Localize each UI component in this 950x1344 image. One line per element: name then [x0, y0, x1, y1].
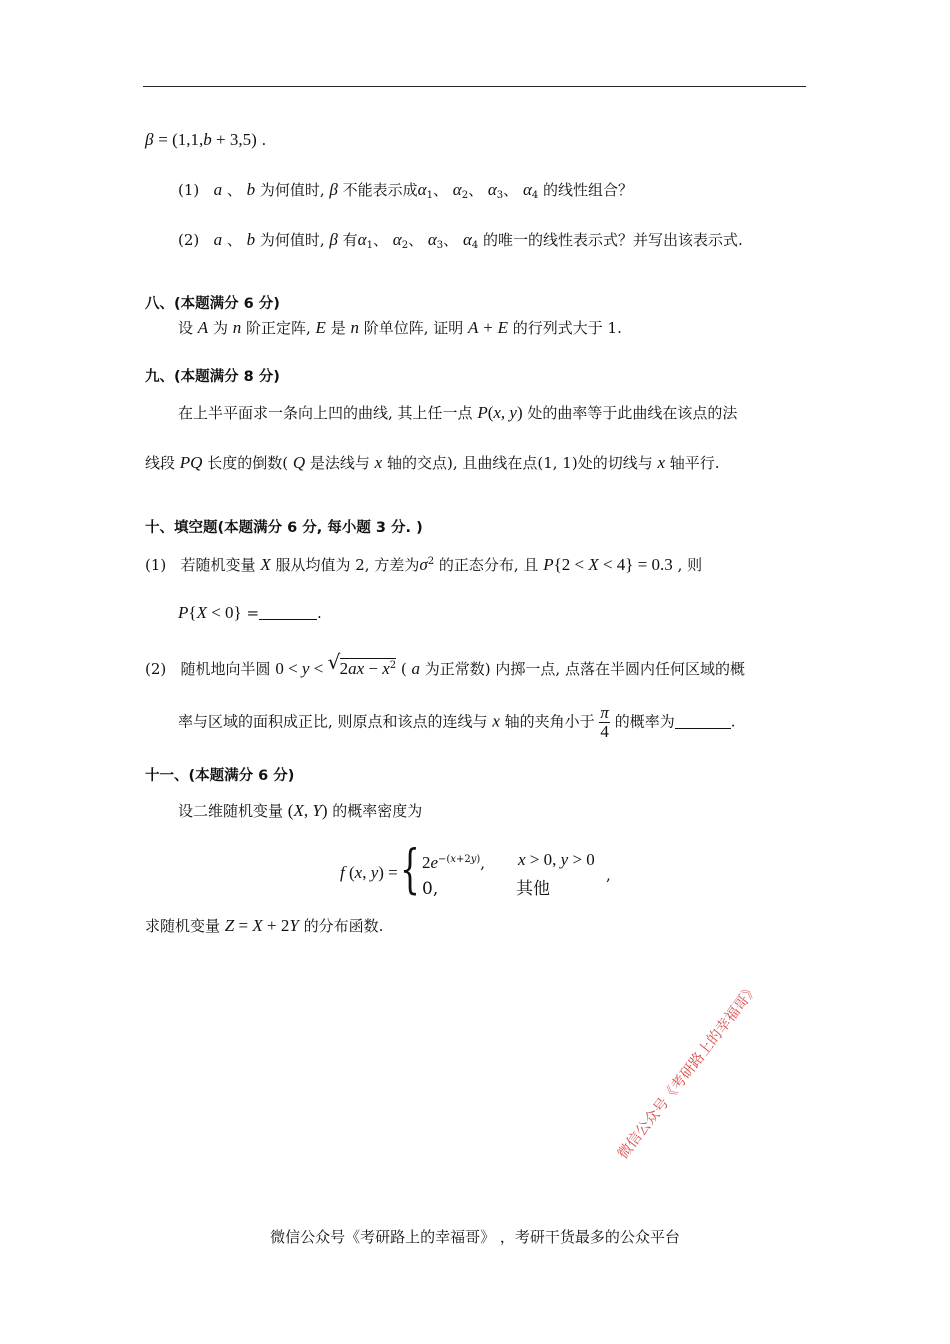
q10-part1: (1) 若随机变量 X 服从均值为 2, 方差为$\sigma^2$ 的正态分布, 且 P{2 < X < 4} = 0.3 , 则: [145, 555, 703, 574]
density-case1-cond: x > 0, y > 0: [518, 850, 595, 869]
density-trailing-comma: ,: [606, 866, 611, 884]
q8-heading: 八、(本题满分 6 分): [145, 296, 280, 312]
q11-ask: 求随机变量 Z = X + 2Y 的分布函数.: [145, 916, 384, 935]
answer-blank-1[interactable]: [259, 605, 317, 620]
q10-part2: (2) 随机地向半圆 0 < y < √ $2ax - x^2$ ( a 为正常数) 内掷一点, 点落在半圆内任何区域的概: [145, 650, 745, 678]
beta-definition: β = (1,1,b + 3,5) .: [145, 130, 267, 149]
piecewise-brace: {: [400, 840, 420, 900]
watermark-stamp: 微信公众号《考研路上的幸福哥》: [615, 981, 762, 1163]
pi-over-4-fraction: $\frac{\pi}{4}$: [600, 703, 609, 741]
page-footer: 微信公众号《考研路上的幸福哥》 ，考研干货最多的公众平台: [270, 1228, 680, 1246]
q9-text-line2: 线段 PQ 长度的倒数( Q 是法线与 x 轴的交点), 且曲线在点(1, 1)处的切线与 x 轴平行.: [145, 453, 720, 472]
density-case1-expr: $2e^{-(x+2y)}$,: [422, 853, 486, 872]
q11-intro: 设二维随机变量 (X, Y) 的概率密度为: [178, 801, 423, 820]
q9-heading: 九、(本题满分 8 分): [145, 369, 280, 385]
density-case2-expr: 0,: [422, 879, 439, 899]
q10-heading: 十、填空题(本题满分 6 分, 每小题 3 分. ): [145, 520, 423, 536]
header-rule: [143, 86, 806, 87]
q7-part2: (2) a 、 b 为何值时, β 有$\alpha_1$、 $\alpha_2$、 $\alpha_3$、 $\alpha_4$ 的唯一的线性表示式？并写出该表示式.: [178, 230, 743, 251]
q11-heading: 十一、(本题满分 6 分): [145, 768, 295, 784]
q7-part1: (1) a 、 b 为何值时, β 不能表示成$\alpha_1$、 $\alpha_2$、 $\alpha_3$、 $\alpha_4$ 的线性组合？: [178, 180, 634, 201]
density-case2-cond: 其他: [516, 879, 550, 899]
q10-part2-cont: 率与区域的面积成正比, 则原点和该点的连线与 x 轴的夹角小于 $\frac{\pi}{4}$ 的概率为 .: [178, 703, 736, 741]
q8-text: 设 A 为 n 阶正定阵, E 是 n 阶单位阵, 证明 A + E 的行列式大于 1.: [178, 318, 622, 337]
q9-text-line1: 在上半平面求一条向上凹的曲线, 其上任一点 P(x, y) 处的曲率等于此曲线在该点的法: [178, 403, 738, 422]
q10-part1-answer: P{X < 0} = .: [178, 603, 322, 622]
density-lhs: f (x, y) =: [340, 863, 398, 882]
answer-blank-2[interactable]: [675, 714, 731, 729]
